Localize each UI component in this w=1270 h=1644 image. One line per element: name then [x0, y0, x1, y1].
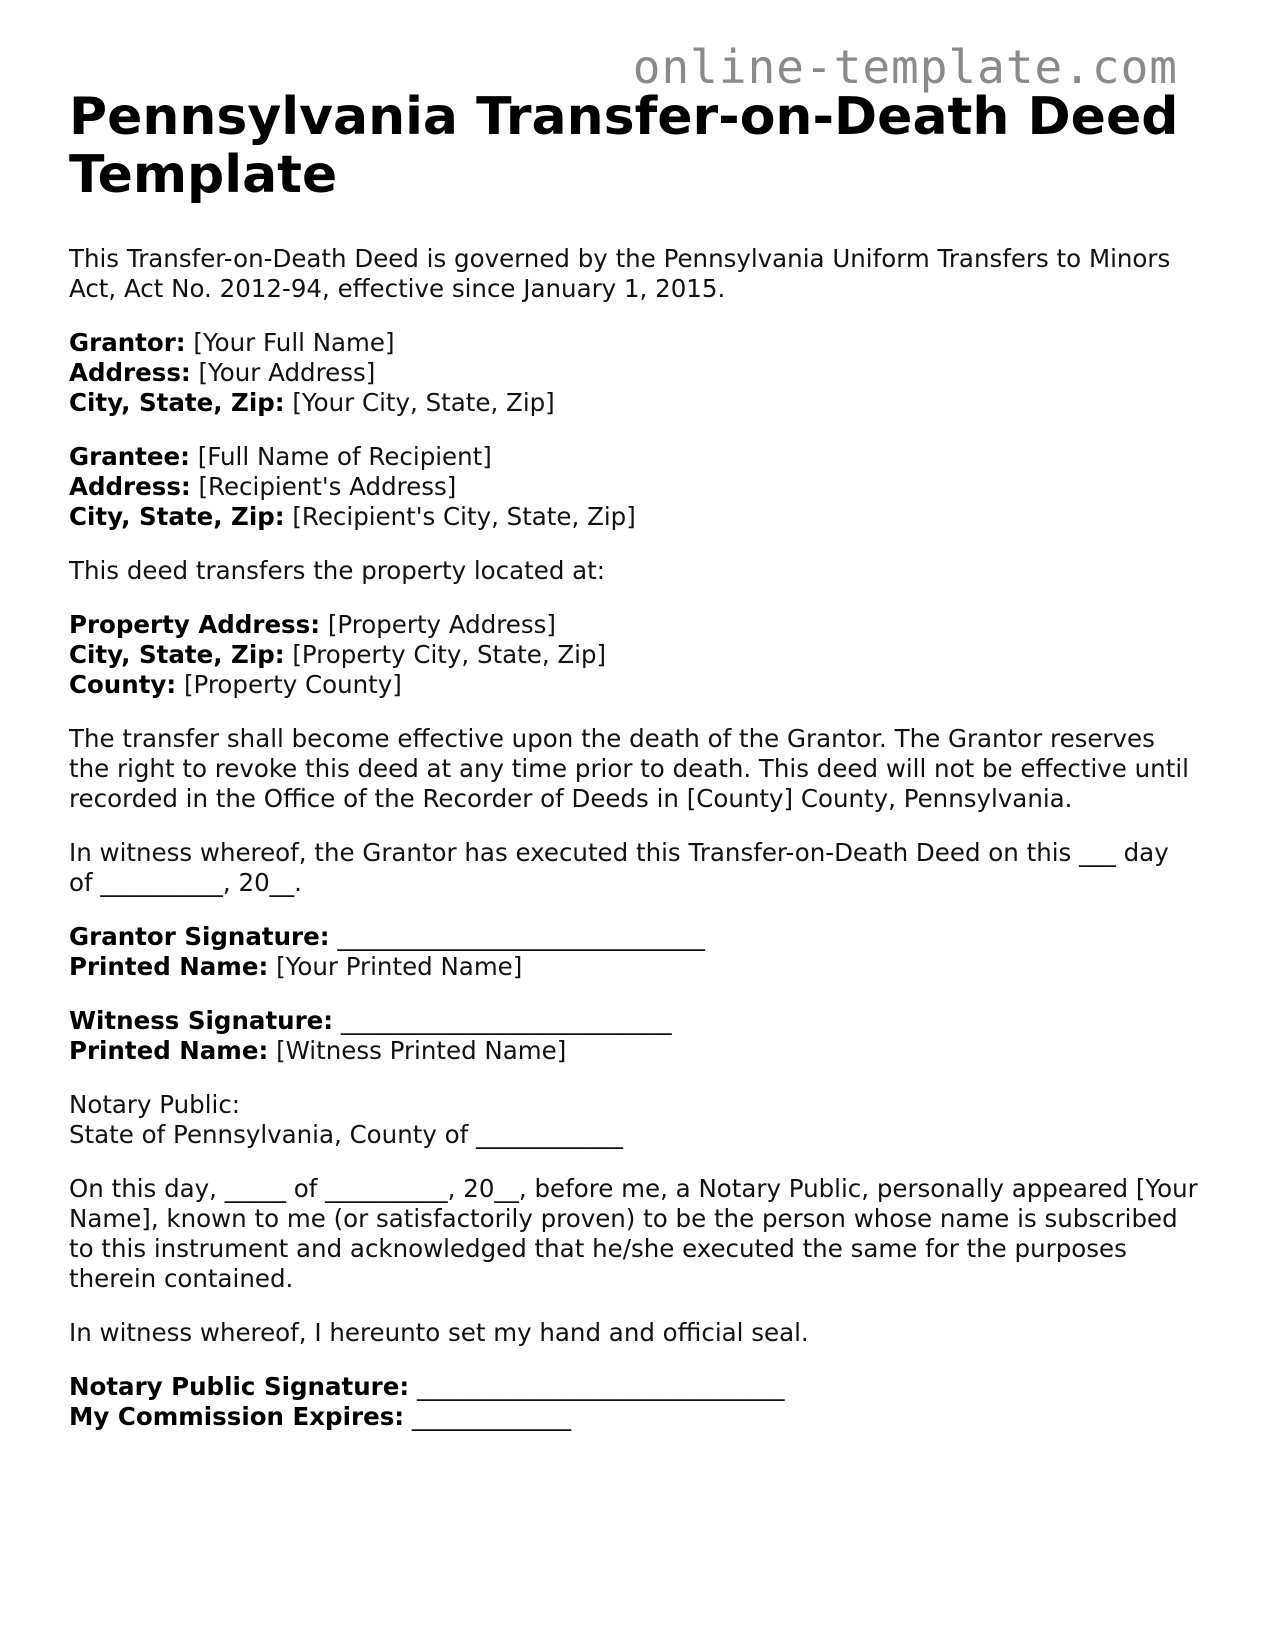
commission-expires-label: My Commission Expires: — [69, 1402, 405, 1431]
effective-paragraph: The transfer shall become effective upon the death of the Grantor. The Grantor reserves the right to revoke this deed at any time prior to death. This deed will not be effective until recorded in the Office of the Recorder of Deeds in [County] County, Pennsylvania. — [69, 724, 1189, 813]
witness-signature-label: Witness Signature: — [69, 1006, 334, 1035]
property-address-label: Property Address: — [69, 610, 321, 639]
notary-signature-line — [69, 1372, 1199, 1402]
grantee-name-label: Grantee: — [69, 442, 190, 471]
property-county-value: [Property County] — [183, 670, 402, 699]
witness-signature-section — [69, 1006, 1199, 1066]
grantor-signature-blank: ______________________________ — [337, 922, 705, 951]
property-county-line — [69, 670, 1199, 700]
notary-state-line: State of Pennsylvania, County of ____________ — [69, 1120, 624, 1149]
grantor-printed-label: Printed Name: — [69, 952, 269, 981]
grantee-address-label: Address: — [69, 472, 191, 501]
witness-printed-line — [69, 1036, 1199, 1066]
grantee-section — [69, 442, 1199, 532]
grantee-csz-line — [69, 502, 1199, 532]
witness-printed-label: Printed Name: — [69, 1036, 269, 1065]
grantor-address-label: Address: — [69, 358, 191, 387]
grantee-address-line — [69, 472, 1199, 502]
property-csz-value: [Property City, State, Zip] — [292, 640, 607, 669]
grantor-signature-section — [69, 922, 1199, 982]
property-county-label: County: — [69, 670, 177, 699]
grantor-name-line — [69, 328, 1199, 358]
grantee-name-value: [Full Name of Recipient] — [197, 442, 492, 471]
grantor-csz-label: City, State, Zip: — [69, 388, 285, 417]
grantee-csz-value: [Recipient's City, State, Zip] — [292, 502, 636, 531]
witness-paragraph: In witness whereof, the Grantor has executed this Transfer-on-Death Deed on this ___ day of __________, 20__. — [69, 838, 1169, 897]
grantor-name-label: Grantor: — [69, 328, 186, 357]
notary-signature-section — [69, 1372, 1199, 1432]
witness-signature-line — [69, 1006, 1199, 1036]
document-page — [69, 88, 1199, 1432]
notary-seal-line: In witness whereof, I hereunto set my hand and official seal. — [69, 1318, 809, 1347]
notary-acknowledgment: On this day, _____ of __________, 20__, before me, a Notary Public, personally appeared [Your Name], known to me (or satisfactorily proven) to be the person whose name is subscribed to this instrument and acknowledged that he/she executed the same for the purposes therein contained. — [69, 1174, 1198, 1293]
property-address-line — [69, 610, 1199, 640]
intro-paragraph: This Transfer-on-Death Deed is governed by the Pennsylvania Uniform Transfers to Minors Act, Act No. 2012-94, effective since January 1, 2015. — [69, 244, 1171, 303]
grantor-section — [69, 328, 1199, 418]
property-csz-line — [69, 640, 1199, 670]
watermark: online-template.com — [632, 40, 1178, 94]
witness-signature-blank: ___________________________ — [340, 1006, 672, 1035]
grantee-address-value: [Recipient's Address] — [198, 472, 457, 501]
commission-expires-line — [69, 1402, 1199, 1432]
document-title: Pennsylvania Transfer-on-Death Deed Template — [69, 87, 1179, 205]
notary-signature-blank: ______________________________ — [416, 1372, 785, 1401]
notary-heading: Notary Public: — [69, 1090, 241, 1119]
commission-expires-blank: _____________ — [411, 1402, 572, 1431]
grantee-name-line — [69, 442, 1199, 472]
grantor-signature-label: Grantor Signature: — [69, 922, 330, 951]
property-csz-label: City, State, Zip: — [69, 640, 285, 669]
grantor-printed-line — [69, 952, 1199, 982]
notary-signature-label: Notary Public Signature: — [69, 1372, 410, 1401]
notary-header-section — [69, 1090, 1199, 1150]
property-intro: This deed transfers the property located at: — [69, 556, 606, 585]
grantor-address-line — [69, 358, 1199, 388]
grantee-csz-label: City, State, Zip: — [69, 502, 285, 531]
witness-printed-value: [Witness Printed Name] — [276, 1036, 567, 1065]
grantor-signature-line — [69, 922, 1199, 952]
grantor-csz-line — [69, 388, 1199, 418]
property-section — [69, 610, 1199, 700]
grantor-name-value: [Your Full Name] — [193, 328, 395, 357]
grantor-csz-value: [Your City, State, Zip] — [292, 388, 555, 417]
grantor-printed-value: [Your Printed Name] — [276, 952, 523, 981]
property-address-value: [Property Address] — [327, 610, 556, 639]
grantor-address-value: [Your Address] — [198, 358, 376, 387]
